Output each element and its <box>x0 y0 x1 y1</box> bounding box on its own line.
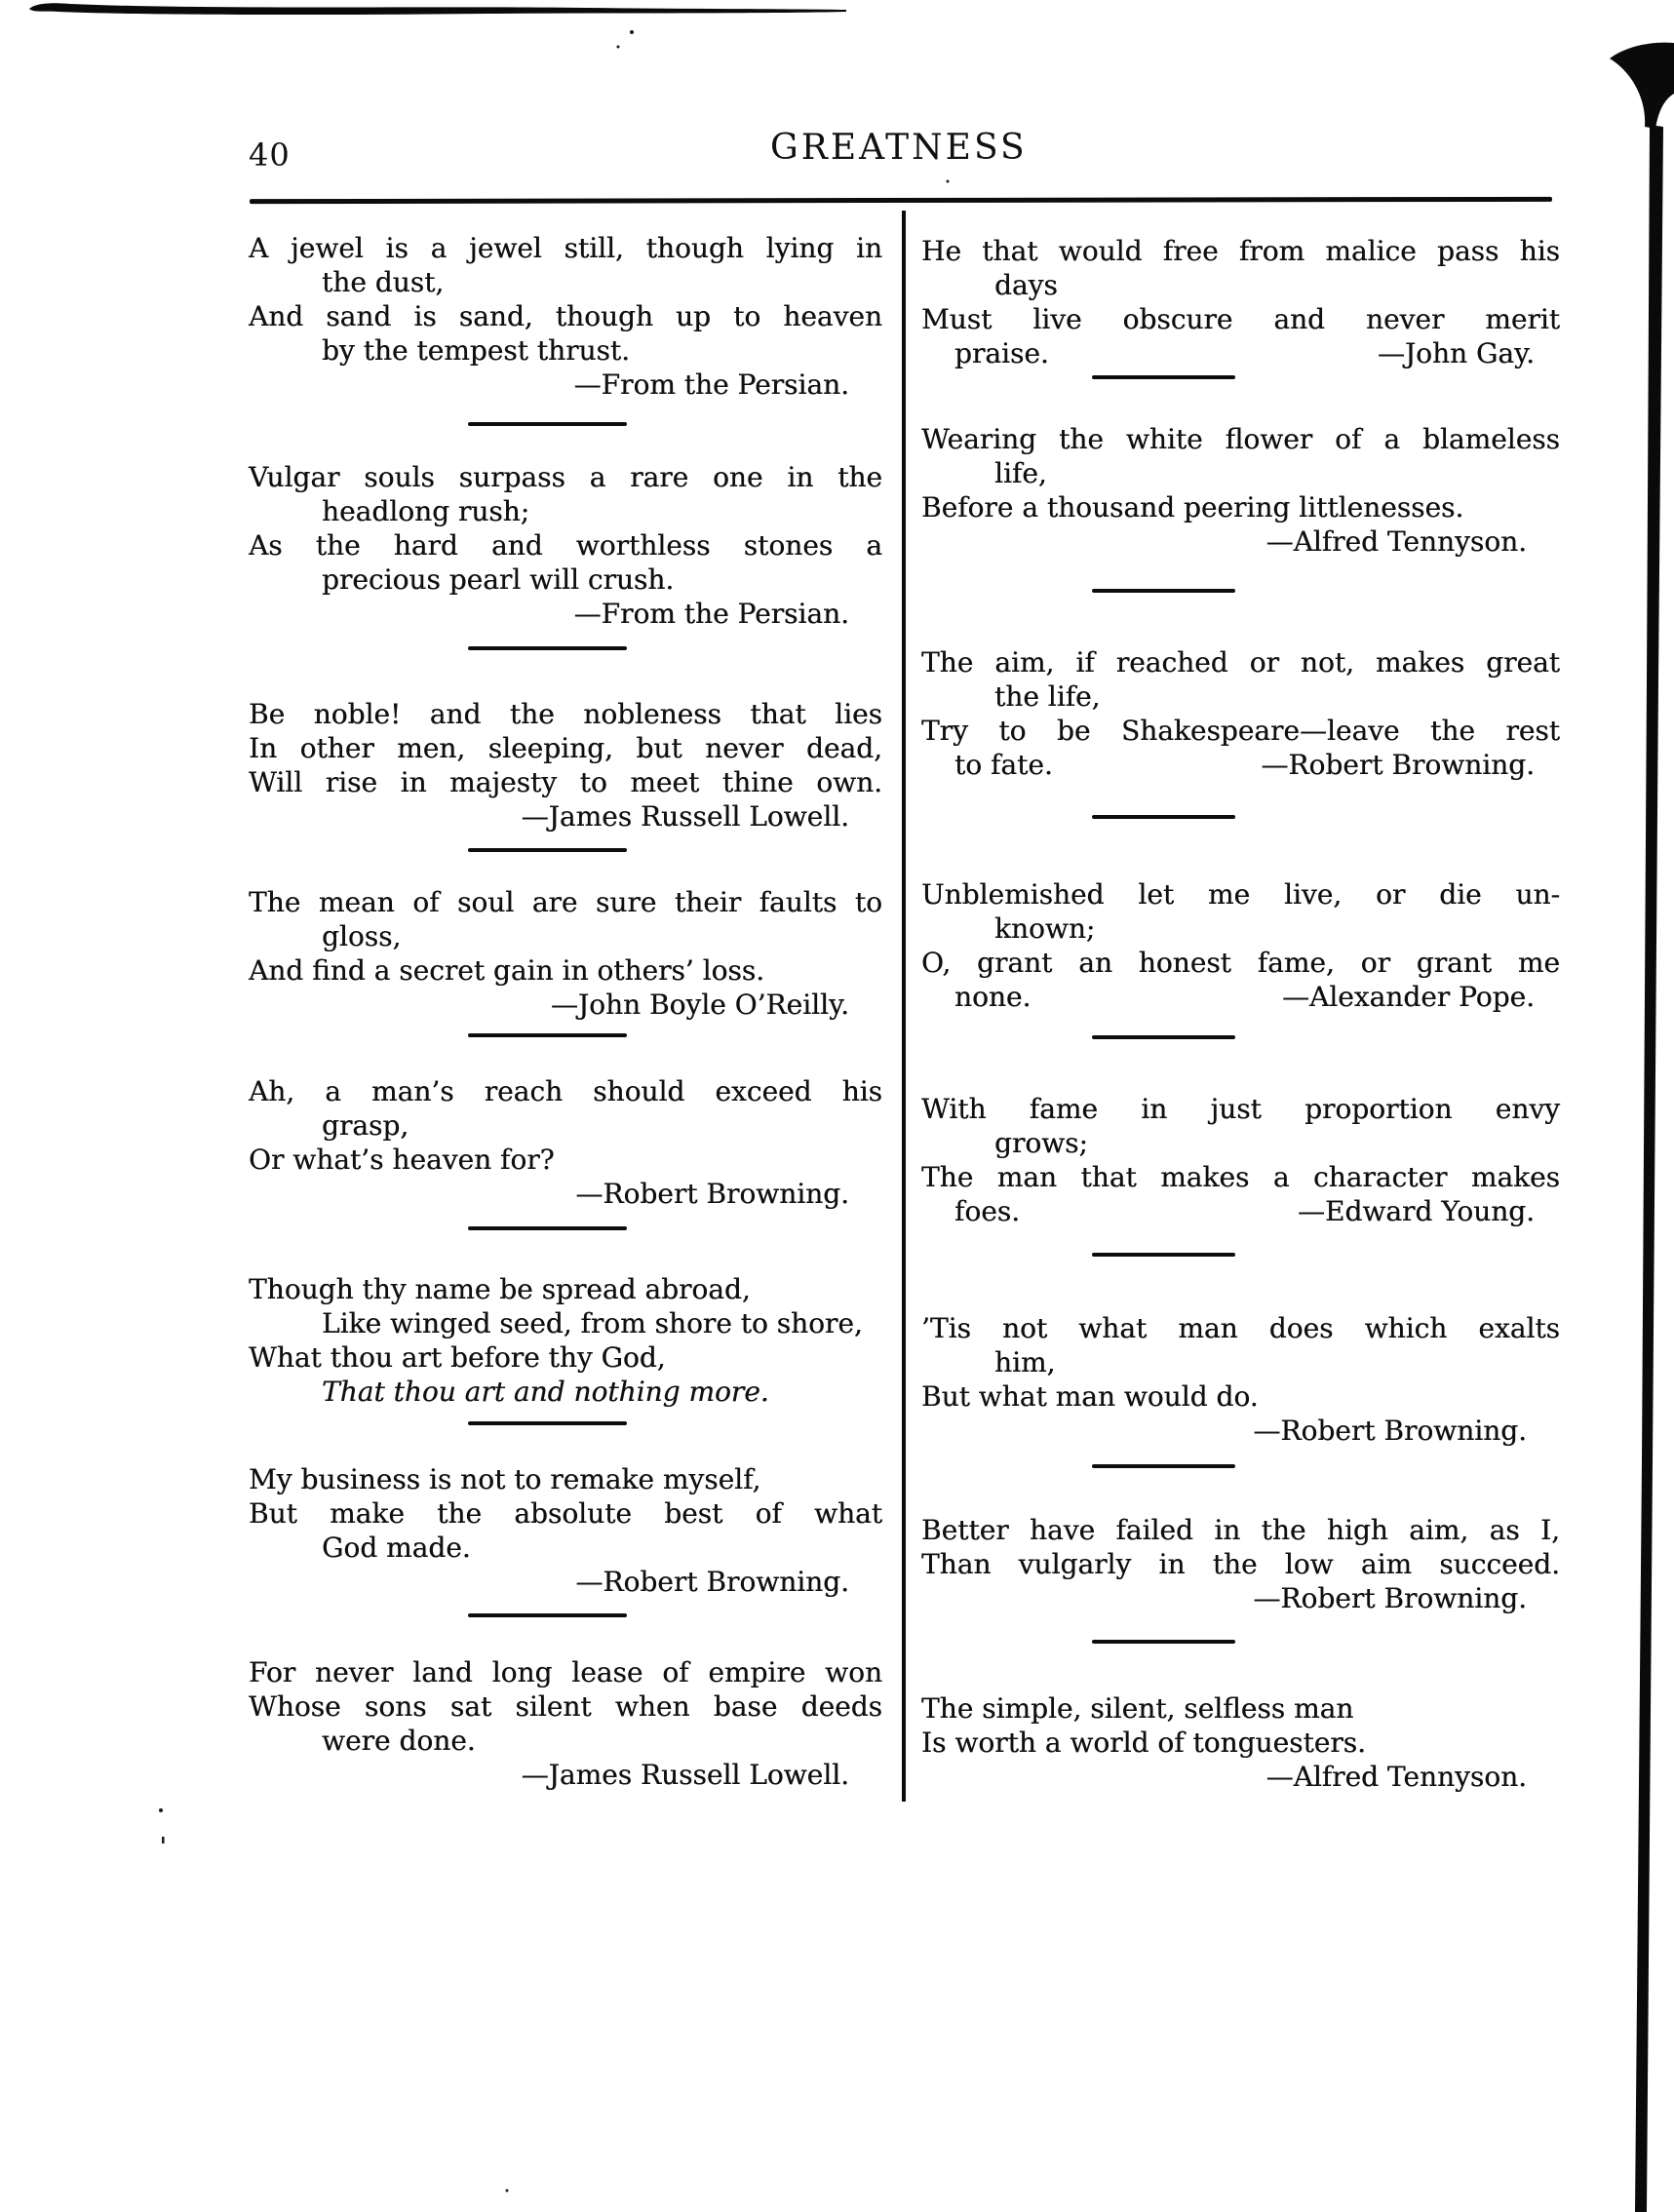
quote-line: What thou art before thy God, <box>249 1341 666 1374</box>
quote-separator <box>1092 1035 1235 1039</box>
quote-line: Better have failed in the high aim, as I, <box>921 1514 1560 1546</box>
quote-line: Before a thousand peering littlenesses. <box>921 491 1464 524</box>
quote-separator <box>1092 1640 1235 1644</box>
quote-attribution: —James Russell Lowell. <box>521 800 849 833</box>
quote-line: him, <box>994 1346 1056 1378</box>
quote <box>921 1691 1560 1794</box>
quote-line: But make the absolute best of what <box>249 1497 882 1530</box>
quote-line <box>921 980 1560 1014</box>
quote-line: That thou art and nothing more. <box>322 1376 769 1408</box>
quote-line: gloss, <box>322 920 402 952</box>
quote-line: known; <box>994 912 1096 945</box>
quote-line: Vulgar souls surpass a rare one in the <box>249 461 882 493</box>
quote-line: And find a secret gain in others’ loss. <box>249 954 765 987</box>
quote-column-right <box>921 0 1560 2212</box>
quote-line: The simple, silent, selfless man <box>921 1692 1354 1725</box>
quote-attribution: —Edward Young. <box>1297 1195 1535 1227</box>
quote-line: A jewel is a jewel still, though lying in <box>249 232 882 264</box>
quote <box>921 1311 1560 1448</box>
quote-line: Than vulgarly in the low aim succeed. <box>921 1548 1560 1580</box>
quote <box>921 234 1560 370</box>
quote-attribution: —Alexander Pope. <box>1282 981 1535 1013</box>
quote <box>921 645 1560 782</box>
quote-line: Try to be Shakespeare—leave the rest <box>921 715 1560 747</box>
quote-attribution: —Robert Browning. <box>575 1178 849 1210</box>
quote-line-text: none. <box>954 981 1032 1013</box>
quote-line: by the tempest thrust. <box>322 334 631 367</box>
quote-attribution: —Robert Browning. <box>1253 1415 1527 1447</box>
quote-line: My business is not to remake myself, <box>249 1463 761 1495</box>
quote-line: The aim, if reached or not, makes great <box>921 646 1560 679</box>
quote-line: grows; <box>994 1127 1088 1159</box>
column-divider <box>902 211 906 1802</box>
quote-separator <box>468 1226 627 1230</box>
quote-attribution: —James Russell Lowell. <box>521 1759 849 1791</box>
quote-attribution: —From the Persian. <box>573 369 849 401</box>
quote-attribution: —From the Persian. <box>573 598 849 630</box>
quote <box>921 1513 1560 1615</box>
quote-line: were done. <box>322 1725 476 1757</box>
quote-separator <box>1092 1253 1235 1257</box>
quote-line: headlong rush; <box>322 495 530 527</box>
quote-separator <box>1092 589 1235 593</box>
quote-line: With fame in just proportion envy <box>921 1093 1560 1125</box>
quote-line: He that would free from malice pass his <box>921 235 1560 267</box>
ink-speck <box>159 1808 163 1812</box>
quote <box>249 885 882 1022</box>
quote <box>921 422 1560 559</box>
quote-line: Wearing the white flower of a blameless <box>921 423 1560 455</box>
quote-line: God made. <box>322 1532 471 1564</box>
quote <box>249 1074 882 1211</box>
quote-line: And sand is sand, though up to heaven <box>249 300 882 332</box>
quote-attribution: —Robert Browning. <box>1261 749 1535 781</box>
quote-line-text: foes. <box>954 1195 1021 1227</box>
quote-separator <box>468 422 627 426</box>
quote-line: O, grant an honest fame, or grant me <box>921 947 1560 979</box>
quote-line: life, <box>994 457 1047 489</box>
quote-line-text: praise. <box>954 337 1049 369</box>
quote-attribution: —John Gay. <box>1377 337 1535 369</box>
quote-separator <box>1092 1464 1235 1468</box>
quote-separator <box>1092 375 1235 379</box>
quote-line: the life, <box>994 680 1101 713</box>
quote-attribution: —Robert Browning. <box>1253 1582 1527 1614</box>
quote-line: grasp, <box>322 1109 409 1142</box>
quote-separator <box>468 1033 627 1037</box>
quote-line <box>921 336 1560 370</box>
quote-line: The mean of soul are sure their faults to <box>249 886 882 918</box>
quote <box>249 697 882 834</box>
quote-separator <box>468 1613 627 1617</box>
page-title: GREATNESS <box>770 128 1028 168</box>
quote-attribution: —Alfred Tennyson. <box>1265 525 1527 558</box>
quote-line: Or what’s heaven for? <box>249 1144 555 1176</box>
quote-line: For never land long lease of empire won <box>249 1656 882 1688</box>
quote-line: The man that makes a character makes <box>921 1161 1560 1193</box>
quote <box>249 1655 882 1792</box>
quote-line: Will rise in majesty to meet thine own. <box>249 766 882 798</box>
scan-artifact-corner-hook <box>1610 43 1674 129</box>
quote-line <box>921 1194 1560 1228</box>
quote-attribution: —Alfred Tennyson. <box>1265 1761 1527 1793</box>
quote <box>249 1272 882 1409</box>
ink-speck <box>162 1837 165 1843</box>
quote <box>921 877 1560 1014</box>
quote-line: Be noble! and the nobleness that lies <box>249 698 882 730</box>
quote-line: Whose sons sat silent when base deeds <box>249 1690 882 1723</box>
quote <box>249 231 882 402</box>
quote-line <box>921 748 1560 782</box>
quote-line: Like winged seed, from shore to shore, <box>322 1307 863 1339</box>
quote-line: As the hard and worthless stones a <box>249 529 882 562</box>
quote-line: the dust, <box>322 266 445 298</box>
scan-artifact-right-bar <box>1635 125 1663 2212</box>
quote-attribution: —John Boyle O’Reilly. <box>550 989 849 1021</box>
quote-line: Unblemished let me live, or die un- <box>921 878 1560 911</box>
quote-separator <box>468 848 627 852</box>
quote-attribution: —Robert Browning. <box>575 1566 849 1598</box>
quote-line-text: to fate. <box>954 749 1053 781</box>
quote <box>249 1462 882 1599</box>
quote-line: ’Tis not what man does which exalts <box>921 1312 1560 1344</box>
quote-line: Though thy name be spread abroad, <box>249 1273 751 1305</box>
page-number: 40 <box>249 136 291 174</box>
quote-column-left <box>249 0 882 2212</box>
quote-separator <box>1092 815 1235 819</box>
quote-line: days <box>994 269 1058 301</box>
quote-line: In other men, sleeping, but never dead, <box>249 732 882 764</box>
quote-line: But what man would do. <box>921 1380 1259 1413</box>
quote <box>921 1092 1560 1228</box>
quote <box>249 460 882 631</box>
quote-line: precious pearl will crush. <box>322 563 675 596</box>
quote-line: Ah, a man’s reach should exceed his <box>249 1075 882 1107</box>
quote-separator <box>468 646 627 650</box>
quote-line: Is worth a world of tonguesters. <box>921 1727 1366 1759</box>
quote-separator <box>468 1421 627 1425</box>
quote-line: Must live obscure and never merit <box>921 303 1560 335</box>
